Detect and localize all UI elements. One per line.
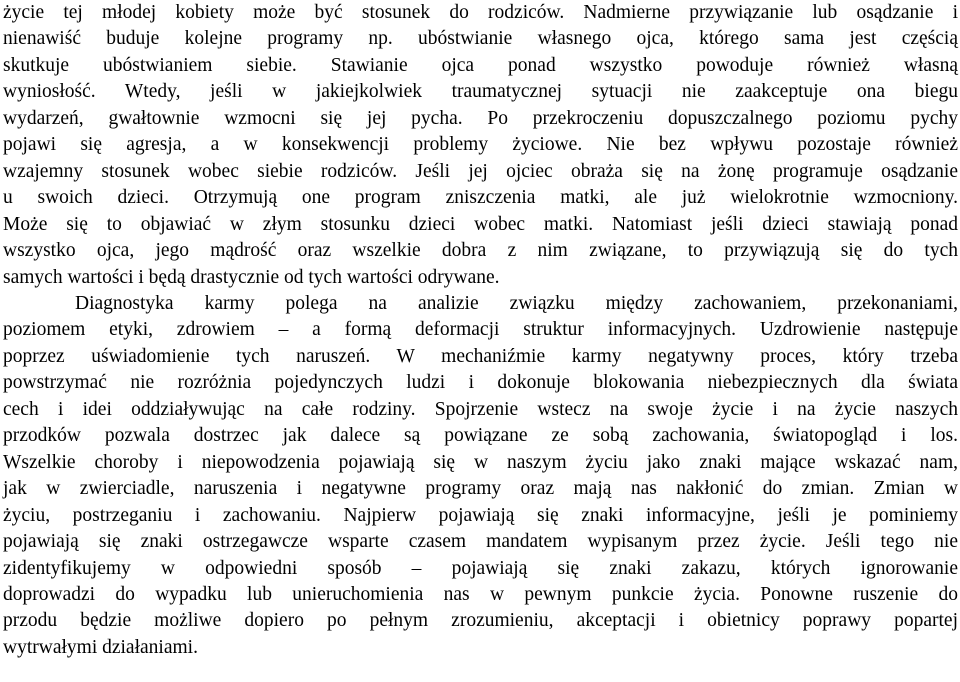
text-line: życie tej młodej kobiety może być stosunek do rodziców. Nadmierne przywiązanie lub osądzanie i xyxy=(3,2,958,23)
text-line: zidentyfikujemy w odpowiedni sposób – pojawiają się znaki zakazu, których ignorowanie xyxy=(3,557,958,579)
text-line: doprowadzi do wypadku lub unieruchomienia nas w pewnym punkcie życia. Ponowne ruszenie do xyxy=(3,583,958,605)
paragraph-2 xyxy=(3,291,958,661)
text-line: wszystko ojca, jego mądrość oraz wszelkie dobra z nim związane, to przywiązują się do tych xyxy=(3,240,958,262)
text-line: wyniosłość. Wtedy, jeśli w jakiejkolwiek traumatycznej sytuacji nie zaakceptuje ona biegu xyxy=(3,81,958,103)
text-line: jak w zwierciadle, naruszenia i negatywne programy oraz mają nas nakłonić do zmian. Zmian w xyxy=(3,478,958,500)
text-line: poprzez uświadomienie tych naruszeń. W mechaniźmie karmy negatywny proces, który trzeba xyxy=(3,345,958,367)
text-line: cech i idei oddziaływując na całe rodziny. Spojrzenie wstecz na swoje życie i na życie naszych xyxy=(3,398,958,420)
text-line: wydarzeń, gwałtownie wzmocni się jej pycha. Po przekroczeniu dopuszczalnego poziomu pychy xyxy=(3,107,958,129)
text-line: Diagnostyka karmy polega na analizie związku między zachowaniem, przekonaniami, xyxy=(75,292,958,314)
text-line: nienawiść buduje kolejne programy np. ubóstwianie własnego ojca, którego sama jest częścią xyxy=(3,28,958,50)
text-line: przodu będzie możliwe dopiero po pełnym zrozumieniu, akceptacji i obietnicy poprawy popartej xyxy=(3,610,958,632)
text-line: życiu, postrzeganiu i zachowaniu. Najpierw pojawiają się znaki informacyjne, jeśli je pominiemy xyxy=(3,504,958,526)
text-line: Może się to objawiać w złym stosunku dzieci wobec matki. Natomiast jeśli dzieci stawiają ponad xyxy=(3,213,958,235)
text-line: poziomem etyki, zdrowiem – a formą deformacji struktur informacyjnych. Uzdrowienie następuje xyxy=(3,319,958,341)
paragraph-1 xyxy=(3,0,958,291)
text-line: wytrwałymi działaniami. xyxy=(3,636,198,658)
text-line: wzajemny stosunek wobec siebie rodziców. Jeśli jej ojciec obraża się na żonę programuje osądzanie xyxy=(3,160,958,182)
text-line: samych wartości i będą drastycznie od tych wartości odrywane. xyxy=(3,266,500,288)
text-line: pojawiają się znaki ostrzegawcze wsparte czasem mandatem wypisanym przez życie. Jeśli tego nie xyxy=(3,531,958,553)
text-line: skutkuje ubóstwianiem siebie. Stawianie ojca ponad wszystko powoduje również własną xyxy=(3,54,958,76)
text-line: przodków pozwala dostrzec jak dalece są powiązane ze sobą zachowania, światopogląd i los. xyxy=(3,425,958,447)
text-line: u swoich dzieci. Otrzymują one program zniszczenia matki, ale już wielokrotnie wzmocniony. xyxy=(3,187,958,209)
text-line: pojawi się agresja, a w konsekwencji problemy życiowe. Nie bez wpływu pozostaje również xyxy=(3,134,958,156)
text-line: Wszelkie choroby i niepowodzenia pojawiają się w naszym życiu jako znaki mające wskazać nam, xyxy=(3,451,958,473)
text-line: powstrzymać nie rozróżnia pojedynczych ludzi i dokonuje blokowania niebezpiecznych dla świata xyxy=(3,372,958,394)
